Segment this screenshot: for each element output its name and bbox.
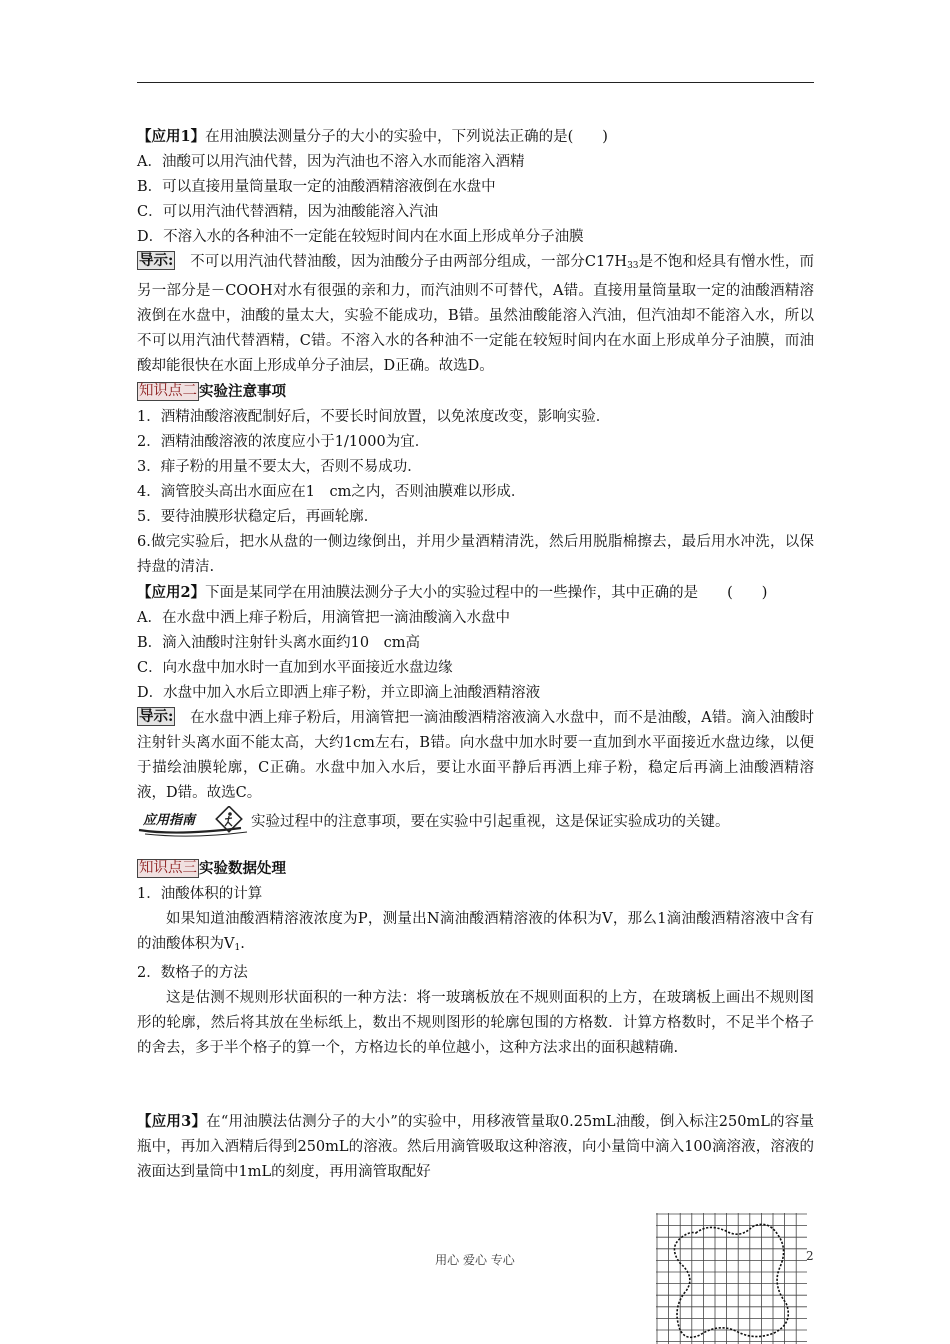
- kp3-subheading-2: 2．数格子的方法: [137, 965, 248, 981]
- app2-option-d: D．水盘中加入水后立即洒上痱子粉，并立即滴上油酸酒精溶液: [137, 685, 541, 701]
- app2-option-a: A．在水盘中洒上痱子粉后，用滴管把一滴油酸滴入水盘中: [137, 610, 510, 626]
- guide-label: 导示:: [139, 708, 174, 725]
- kp2-item-6: 6.做完实验后，把水从盘的一侧边缘倒出，并用少量酒精清洗，然后用脱脂棉擦去，最后用水冲洗，以保持盘的清洁.: [137, 534, 814, 575]
- kp2-title: 实验注意事项: [199, 383, 286, 400]
- kp2-tag: 知识点二: [139, 383, 197, 399]
- app3-question: 【应用3】在“用油膜法估测分子的大小”的实验中，用移液管量取0.25mL油酸，倒入标注250mL的容量瓶中，再加入酒精后得到250mL的溶液。然后用滴管吸取这种溶液，向小量筒中滴入100滴溶液，溶液的液面达到量筒中1mL的刻度，再用滴管取配好: [137, 1113, 814, 1180]
- oil-film-grid-figure: [656, 1213, 807, 1344]
- app2-option-b: B．滴入油酸时注射针头离水面约10 cm高: [137, 635, 420, 651]
- kp3-tag: 知识点三: [139, 860, 197, 876]
- spacer: [137, 1061, 814, 1109]
- spacer: [137, 840, 814, 856]
- logo-text: 应用指南: [143, 813, 196, 828]
- app1-option-c: C．可以用汽油代替酒精，因为油酸能溶入汽油: [137, 204, 439, 220]
- app3-tag: 【应用3】: [137, 1113, 207, 1130]
- kp3-paragraph-1: 如果知道油酸酒精溶液浓度为P，测量出N滴油酸酒精溶液的体积为V，那么1滴油酸酒精溶液中含有的油酸体积为$V_1$.: [137, 911, 814, 953]
- app1-option-d: D．不溶入水的各种油不一定能在较短时间内在水面上形成单分子油膜: [137, 229, 584, 245]
- kp2-item-2: 2．酒精油酸溶液的浓度应小于1/1000为宜．: [137, 434, 430, 450]
- app1-option-b: B．可以直接用量筒量取一定的油酸酒精溶液倒在水盘中: [137, 179, 496, 195]
- app2-option-c: C．向水盘中加水时一直加到水平面接近水盘边缘: [137, 660, 453, 676]
- app1-guide: 导示: 不可以用汽油代替油酸，因为油酸分子由两部分组成，一部分$C17H_{33}$是不饱和烃具有憎水性，而另一部分是－COOH对水有很强的亲和力，而汽油则不可替代，A错。直接用量筒量取一定的油酸酒精溶液倒在水盘中，油酸的量太大，实验不能成功，B错。虽然油酸能溶入汽油，但汽油却不能溶入水，所以不可以用汽油代替酒精，C错。不溶入水的各种油不一定能在较短时间内在水面上形成单分子油膜，而油酸却能很快在水面上形成单分子油层，D正确。故选D。: [137, 252, 814, 374]
- app2-tag: 【应用2】: [137, 584, 206, 601]
- page-number: 2: [806, 1249, 814, 1263]
- kp2-heading: [137, 379, 814, 405]
- kp2-item-4: 4．滴管胶头高出水面应在1 cm之内，否则油膜难以形成．: [137, 484, 526, 500]
- app2-question: 【应用2】下面是某同学在用油膜法测分子大小的实验过程中的一些操作，其中正确的是 ( ): [137, 584, 768, 601]
- application-tip: [137, 806, 814, 840]
- tip-text: 实验过程中的注意事项，要在实验中引起重视，这是保证实验成功的关键。: [251, 814, 730, 830]
- kp3-subheading-1: 1．油酸体积的计算: [137, 886, 263, 902]
- page-content: [137, 124, 814, 1185]
- kp2-item-1: 1．酒精油酸溶液配制好后，不要长时间放置，以免浓度改变，影响实验．: [137, 409, 611, 425]
- app1-question: 【应用1】在用油膜法测量分子的大小的实验中，下列说法正确的是( ): [137, 128, 608, 145]
- kp2-item-3: 3．痱子粉的用量不要太大，否则不易成功．: [137, 459, 422, 475]
- kp3-paragraph-2: 这是估测不规则形状面积的一种方法：将一玻璃板放在不规则面积的上方，在玻璃板上画出不规则图形的轮廓，然后将其放在坐标纸上，数出不规则图形的轮廓包围的方格数．计算方格数时，不足半个格子的舍去，多于半个格子的算一个，方格边长的单位越小，这种方法求出的面积越精确.: [137, 990, 814, 1056]
- app1-tag: 【应用1】: [137, 128, 206, 145]
- guide-label: 导示:: [139, 252, 174, 269]
- app2-guide: 导示: 在水盘中洒上痱子粉后，用滴管把一滴油酸酒精溶液滴入水盘中，而不是油酸，A错。滴入油酸时注射针头离水面不能太高，大约1cm左右，B错。向水盘中加水时要一直加到水平面接近水盘边缘，以便于描绘油膜轮廓，C正确。水盘中加入水后，要让水面平静后再洒上痱子粉，稳定后再滴上油酸酒精溶液，D错。故选C。: [137, 708, 814, 801]
- page-footer: 用心 爱心 专心: [435, 1253, 515, 1267]
- header-rule: [137, 82, 814, 83]
- kp2-item-5: 5．要待油膜形状稳定后，再画轮廓．: [137, 509, 379, 525]
- kp3-heading: [137, 856, 814, 882]
- application-guide-logo-icon: [137, 806, 249, 838]
- kp3-title: 实验数据处理: [199, 860, 286, 877]
- app1-option-a: A．油酸可以用汽油代替，因为汽油也不溶入水而能溶入酒精: [137, 154, 525, 170]
